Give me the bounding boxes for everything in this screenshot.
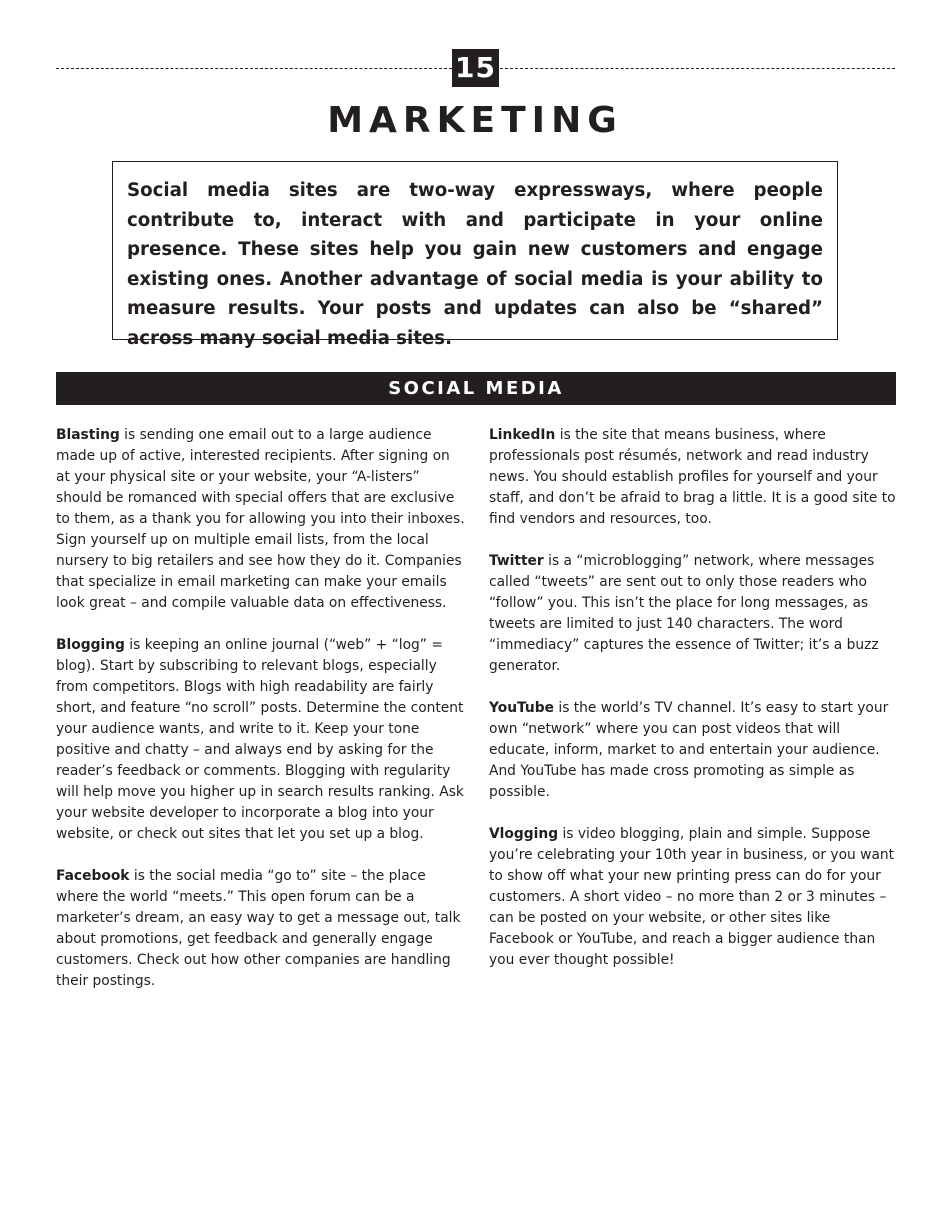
- entry-term: YouTube: [489, 700, 554, 716]
- chapter-title: MARKETING: [327, 100, 623, 141]
- entry-term: Vlogging: [489, 826, 559, 842]
- entry-youtube: [489, 698, 899, 803]
- entry-text: is the social media “go to” site – the place where the world “meets.” This open forum can be a marketer’s dream, an easy way to get a message out, talk about promotions, get feedback and generally engage customers. Check out how other companies are handling their postings.: [56, 868, 461, 989]
- intro-text: Social media sites are two-way expressways, where people contribute to, interact with and participate in your online presence. These sites help you gain new customers and engage existing ones. Another advantage of social media is your ability to measure results. Your posts and updates can also be “shared” across many social media sites.: [127, 180, 823, 349]
- entry-text: is sending one email out to a large audience made up of active, interested recipients. After signing on at your physical site or your website, your “A-listers” should be romanced with special offers that are exclusive to them, as a thank you for allowing you into their inboxes. Sign yourself up on multiple email lists, from the local nursery to big retailers and see how they do it. Companies that specialize in email marketing can make your emails look great – and compile valuable data on effectiveness.: [56, 427, 465, 611]
- entry-term: Blasting: [56, 427, 120, 443]
- entry-text: is the site that means business, where professionals post résumés, network and read industry news. You should establish profiles for yourself and your staff, and don’t be afraid to brag a little. It is a good site to find vendors and resources, too.: [489, 427, 896, 527]
- section-heading: SOCIAL MEDIA: [56, 372, 896, 405]
- entry-term: Twitter: [489, 553, 544, 569]
- entry-text: is a “microblogging” network, where messages called “tweets” are sent out to only those readers who “follow” you. This isn’t the place for long messages, as tweets are limited to just 140 characters. The word “immediacy” captures the essence of Twitter; it’s a buzz generator.: [489, 553, 879, 674]
- entry-blogging: [56, 635, 466, 845]
- chapter-rule-left: [56, 68, 452, 69]
- entry-text: is keeping an online journal (“web” + “log” = blog). Start by subscribing to relevant blogs, especially from competitors. Blogs with high readability are fairly short, and feature “no scroll” posts. Determine the content your audience wants, and write to it. Keep your tone positive and chatty – and always end by asking for the reader’s feedback or comments. Blogging with regularity will help move you higher up in search results ranking. Ask your website developer to incorporate a blog into your website, or check out sites that let you set up a blog.: [56, 637, 464, 842]
- entry-term: Blogging: [56, 637, 125, 653]
- entry-term: LinkedIn: [489, 427, 556, 443]
- entry-linkedin: [489, 425, 899, 530]
- entry-facebook: [56, 866, 466, 992]
- chapter-number: 15: [452, 49, 499, 87]
- intro-box: [112, 161, 838, 349]
- entry-term: Facebook: [56, 868, 130, 884]
- entry-twitter: [489, 551, 899, 677]
- right-column: [489, 425, 899, 992]
- chapter-rule-right: [500, 68, 895, 69]
- entry-text: is the world’s TV channel. It’s easy to start your own “network” where you can post videos that will educate, inform, market to and entertain your audience. And YouTube has made cross promoting as simple as possible.: [489, 700, 889, 800]
- entry-text: is video blogging, plain and simple. Suppose you’re celebrating your 10th year in business, or you want to show off what your new printing press can do for your customers. A short video – no more than 2 or 3 minutes – can be posted on your website, or other sites like Facebook or YouTube, and reach a bigger audience than you ever thought possible!: [489, 826, 895, 968]
- left-column: [56, 425, 466, 1013]
- entry-blasting: [56, 425, 466, 614]
- entry-vlogging: [489, 824, 899, 971]
